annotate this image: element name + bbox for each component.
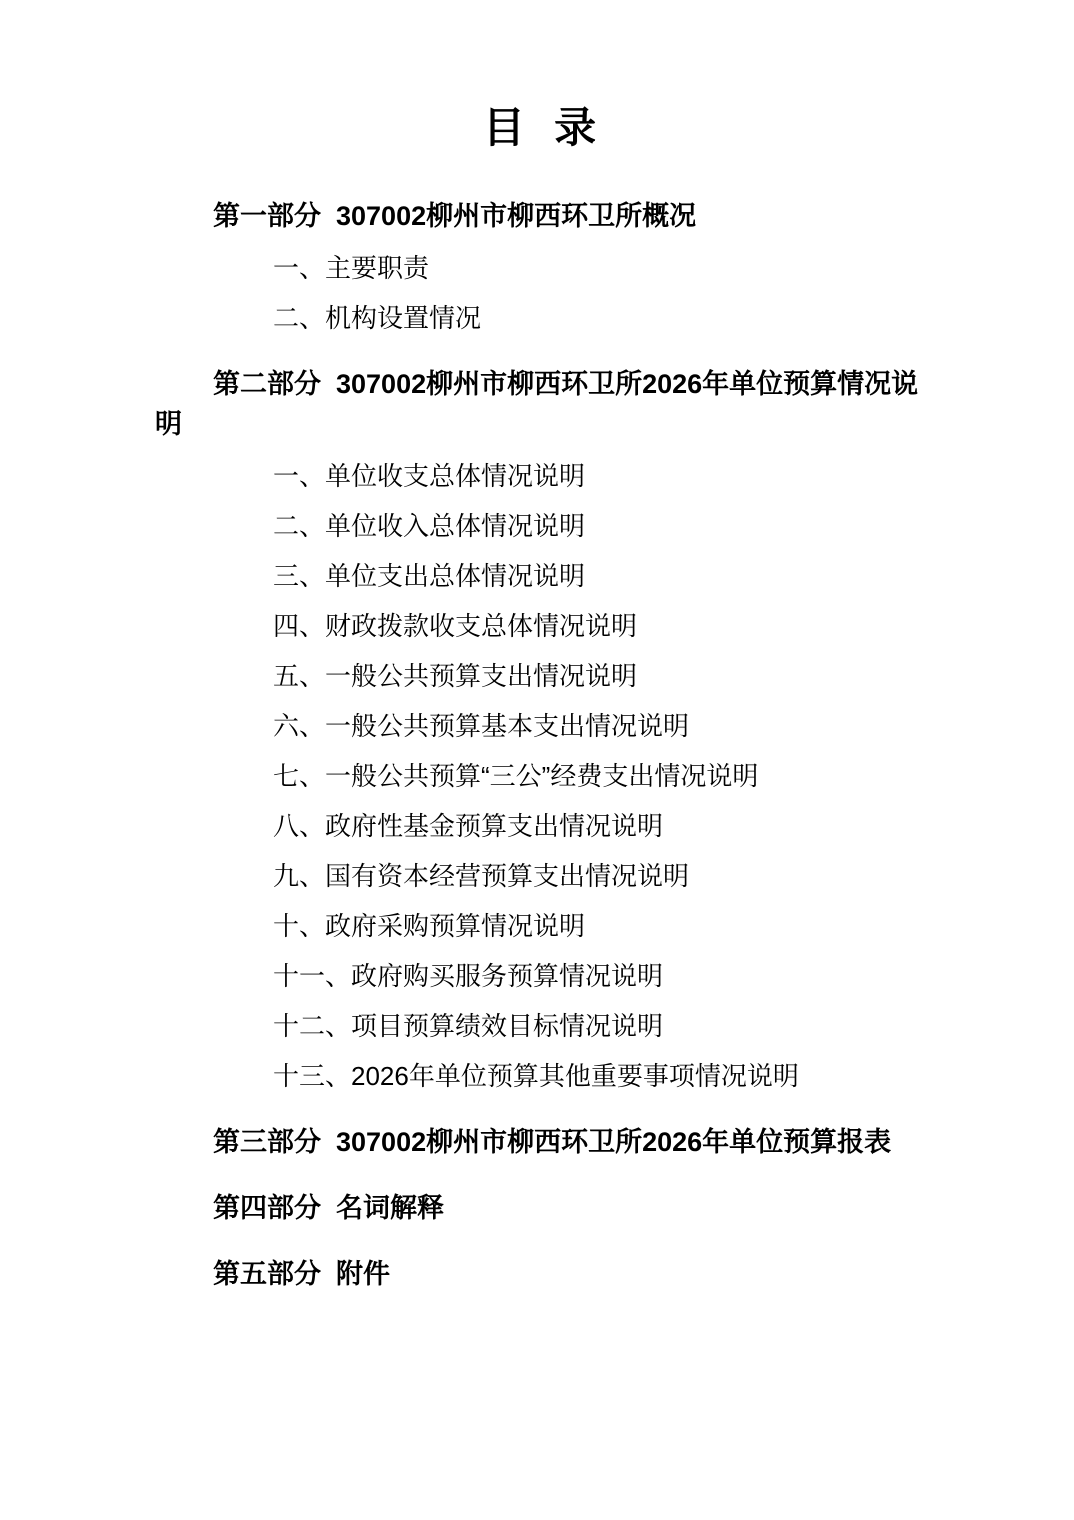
toc-item: 一、单位收支总体情况说明	[273, 461, 586, 491]
toc-item: 三、单位支出总体情况说明	[273, 561, 586, 591]
toc-item: 五、一般公共预算支出情况说明	[273, 661, 638, 691]
toc-item: 十一、政府购买服务预算情况说明	[273, 961, 664, 991]
toc-item: 二、机构设置情况	[273, 303, 482, 333]
toc-item: 一、主要职责	[273, 253, 430, 283]
toc-item: 七、一般公共预算“三公”经费支出情况说明	[273, 761, 759, 791]
toc-item: 九、国有资本经营预算支出情况说明	[273, 861, 690, 891]
toc-item: 四、财政拨款收支总体情况说明	[273, 611, 638, 641]
part-heading-3: 第三部分 307002柳州市柳西环卫所2026年单位预算报表	[213, 1127, 892, 1157]
toc-item: 十二、项目预算绩效目标情况说明	[273, 1011, 664, 1041]
part-heading-2: 第二部分 307002柳州市柳西环卫所2026年单位预算情况说明	[155, 369, 919, 439]
toc-item: 二、单位收入总体情况说明	[273, 511, 586, 541]
part-heading-5: 第五部分 附件	[213, 1259, 391, 1289]
toc-title: 目 录	[482, 104, 599, 151]
toc-item: 六、一般公共预算基本支出情况说明	[273, 711, 690, 741]
toc-item: 八、政府性基金预算支出情况说明	[273, 811, 664, 841]
toc-item: 十、政府采购预算情况说明	[273, 911, 586, 941]
part-heading-1: 第一部分 307002柳州市柳西环卫所概况	[213, 201, 697, 231]
toc-item: 十三、2026年单位预算其他重要事项情况说明	[273, 1061, 799, 1091]
part-heading-4: 第四部分 名词解释	[213, 1193, 445, 1223]
